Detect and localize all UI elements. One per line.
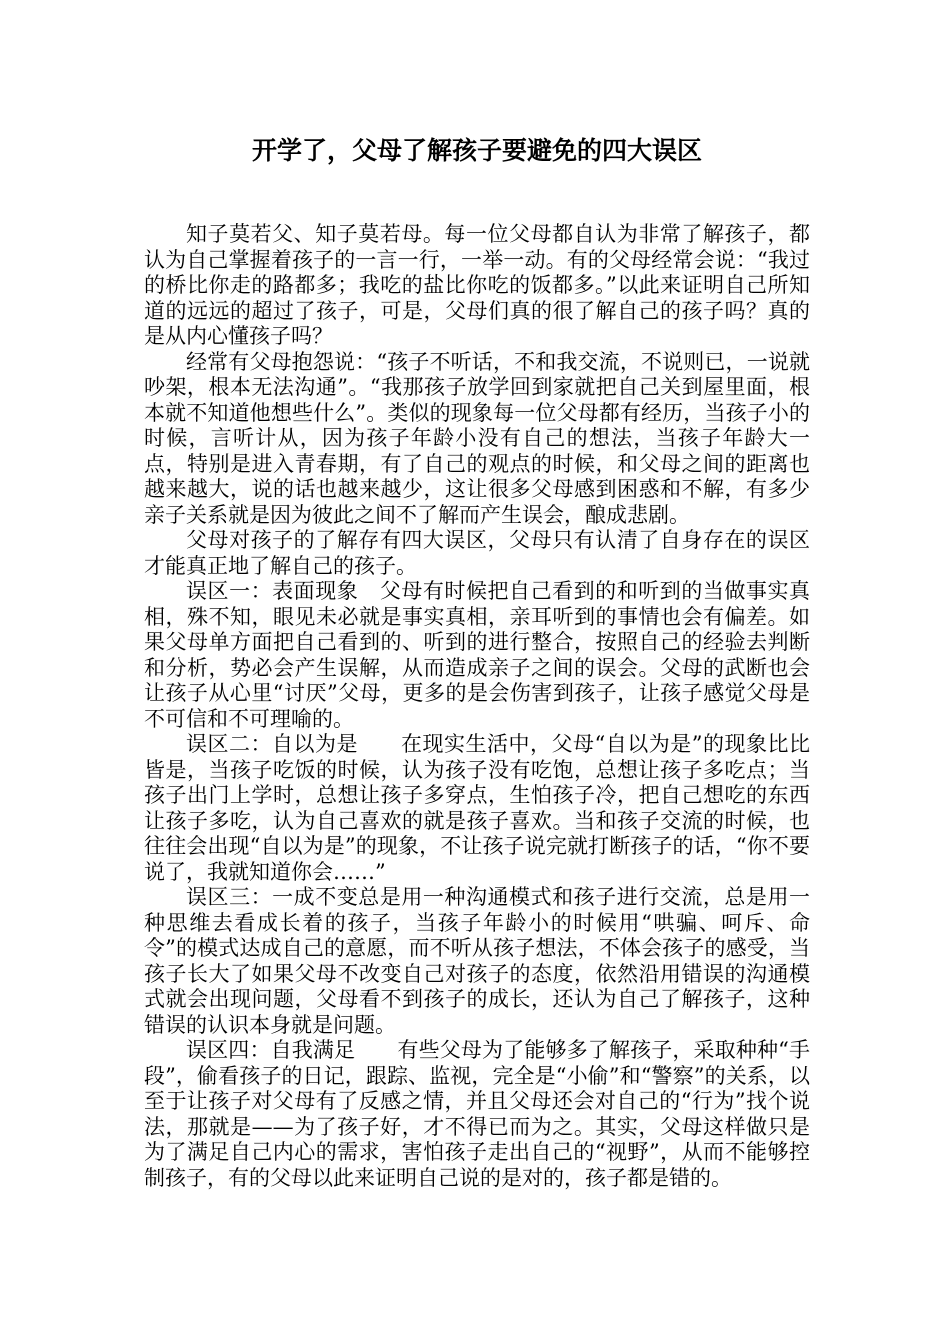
paragraph-myth-one: 误区一：表面现象 父母有时候把自己看到的和听到的当做事实真相，殊不知，眼见未必就是事实真相，亲耳听到的事情也会有偏差。如果父母单方面把自己看到的、听到的进行整合，按照自己的经验去判断和分析，势必会产生误解，从而造成亲子之间的误会。父母的武断也会让孩子从心里“讨厌”父母，更多的是会伤害到孩子，让孩子感觉父母是不可信和不可理喻的。 xyxy=(144,579,810,731)
document-title: 开学了，父母了解孩子要避免的四大误区 xyxy=(251,136,702,165)
paragraph-myth-three: 误区三：一成不变总是用一种沟通模式和孩子进行交流，总是用一种思维去看成长着的孩子，当孩子年龄小的时候用“哄骗、呵斥、命令”的模式达成自己的意愿，而不听从孩子想法，不体会孩子的感受，当孩子长大了如果父母不改变自己对孩子的态度，依然沿用错误的沟通模式就会出现问题，父母看不到孩子的成长，还认为自己了解孩子，这种错误的认识本身就是问题。 xyxy=(144,885,810,1037)
document-page xyxy=(144,0,810,1344)
paragraph-four-myths-summary: 父母对孩子的了解存有四大误区，父母只有认清了自身存在的误区才能真正地了解自己的孩子。 xyxy=(144,528,810,578)
paragraph-complaints: 经常有父母抱怨说：“孩子不听话，不和我交流，不说则已，一说就吵架，根本无法沟通”。“我那孩子放学回到家就把自己关到屋里面，根本就不知道他想些什么”。类似的现象每一位父母都有经历，当孩子小的时候，言听计从，因为孩子年龄小没有自己的想法，当孩子年龄大一点，特别是进入青春期，有了自己的观点的时候，和父母之间的距离也越来越大，说的话也越来越少，这让很多父母感到困惑和不解，有多少亲子关系就是因为彼此之间不了解而产生误会，酿成悲剧。 xyxy=(144,349,810,527)
paragraph-myth-four: 误区四：自我满足 有些父母为了能够多了解孩子，采取种种“手段”，偷看孩子的日记，跟踪、监视，完全是“小偷”和“警察”的关系，以至于让孩子对父母有了反感之情，并且父母还会对自己的“行为”找个说法，那就是——为了孩子好，才不得已而为之。其实，父母这样做只是为了满足自己内心的需求，害怕孩子走出自己的“视野”，从而不能够控制孩子，有的父母以此来证明自己说的是对的，孩子都是错的。 xyxy=(144,1038,810,1190)
paragraph-myth-two: 误区二：自以为是 在现实生活中，父母“自以为是”的现象比比皆是，当孩子吃饭的时候，认为孩子没有吃饱，总想让孩子多吃点；当孩子出门上学时，总想让孩子多穿点，生怕孩子冷，把自己想吃的东西让孩子多吃，认为自己喜欢的就是孩子喜欢。当和孩子交流的时候，也往往会出现“自以为是”的现象，不让孩子说完就打断孩子的话，“你不要说了，我就知道你会……” xyxy=(144,732,810,884)
document-body xyxy=(144,222,810,1191)
paragraph-intro: 知子莫若父、知子莫若母。每一位父母都自认为非常了解孩子，都认为自己掌握着孩子的一言一行，一举一动。有的父母经常会说：“我过的桥比你走的路都多；我吃的盐比你吃的饭都多。”以此来证明自己所知道的远远的超过了孩子，可是，父母们真的很了解自己的孩子吗？真的是从内心懂孩子吗？ xyxy=(144,222,810,348)
